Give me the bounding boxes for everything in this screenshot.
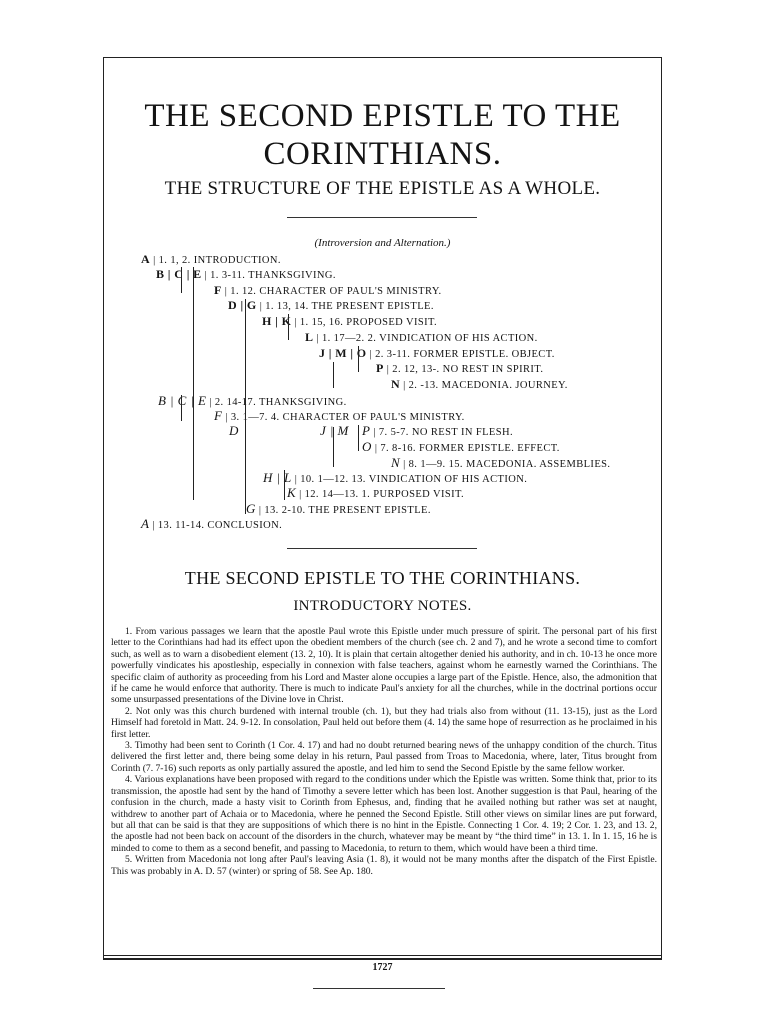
structure-label: D	[229, 423, 239, 438]
bracket-line	[358, 425, 359, 451]
structure-label: A	[141, 516, 150, 531]
structure-text: VINDICATION OF HIS ACTION.	[379, 333, 538, 344]
structure-text: VINDICATION OF HIS ACTION.	[368, 474, 528, 485]
structure-label: B | C | E	[158, 393, 207, 408]
structure-row	[320, 423, 349, 439]
structure-text: CHARACTER OF PAUL'S MINISTRY.	[282, 412, 465, 423]
structure-label: P	[376, 361, 384, 375]
structure-text: MACEDONIA. ASSEMBLIES.	[465, 459, 611, 470]
introductory-notes	[111, 626, 657, 877]
structure-row	[156, 267, 336, 282]
structure-ref: | 8. 1—9. 15.	[403, 459, 463, 470]
structure-ref: | 7. 5-7.	[373, 427, 409, 438]
note-paragraph: 2. Not only was this church burdened with internal trouble (ch. 1), but they had trials also from without (11. 13-15), just as the Lord Himself had foretold in Matt. 24. 9-12. In consolation, Paul held out before them (4. 14) the same hope of resurrection as he proclaimed in his first letter.	[111, 705, 657, 740]
note-paragraph: 5. Written from Macedonia not long after Paul's leaving Asia (1. 8), it would not be many months after the dispatch of the First Epistle. This was probably in A. D. 57 (winter) or spring of 58. See Ap. 180.	[111, 854, 657, 877]
structure-ref: | 2. 3-11.	[369, 349, 411, 360]
structure-row	[305, 330, 538, 345]
structure-label: A	[141, 252, 151, 266]
divider-rule	[287, 548, 477, 549]
structure-row	[141, 252, 281, 267]
structure-label: P	[362, 423, 371, 438]
structure-text: CHARACTER OF PAUL'S MINISTRY.	[259, 286, 442, 297]
bottom-rule	[103, 955, 662, 960]
structure-label: J | M	[320, 423, 349, 438]
page-subtitle: THE STRUCTURE OF THE EPISTLE AS A WHOLE.	[164, 178, 601, 199]
structure-label: N	[391, 377, 401, 391]
structure-label: G	[246, 501, 256, 516]
structure-row	[228, 298, 434, 313]
structure-ref: | 1. 15, 16.	[294, 317, 344, 328]
structure-label: D | G	[228, 298, 257, 312]
structure-text: FORMER EPISTLE. EFFECT.	[418, 443, 560, 454]
structure-row	[263, 470, 527, 486]
structure-row	[319, 346, 555, 361]
page-title-line-1: THE SECOND EPISTLE TO THE	[144, 98, 621, 134]
structure-text: PROPOSED VISIT.	[346, 317, 438, 328]
structure-label: B | C | E	[156, 267, 202, 281]
structure-ref: | 13. 11-14.	[152, 520, 205, 531]
structure-ref: | 12. 14—13. 1.	[299, 489, 371, 500]
bracket-line	[245, 299, 246, 514]
structure-ref: | 2. -13.	[403, 380, 439, 391]
bracket-line	[358, 346, 359, 372]
structure-text: INTRODUCTION.	[193, 255, 281, 266]
structure-row	[376, 361, 543, 376]
section-subtitle: INTRODUCTORY NOTES.	[293, 598, 472, 614]
structure-row	[229, 423, 239, 439]
structure-ref: | 3. 1—7. 4.	[225, 412, 280, 423]
structure-text: THANKSGIVING.	[248, 270, 336, 281]
structure-label: J | M | O	[319, 346, 367, 360]
bracket-line	[181, 267, 182, 293]
structure-row	[158, 393, 347, 409]
page-title-line-2: CORINTHIANS.	[263, 136, 502, 172]
structure-ref: | 1. 13, 14.	[259, 301, 309, 312]
structure-row	[246, 501, 431, 517]
footer-rule	[313, 988, 445, 989]
structure-row	[362, 423, 513, 439]
structure-text: THE PRESENT EPISTLE.	[308, 505, 431, 516]
page-number: 1727	[372, 962, 393, 973]
structure-row	[141, 516, 282, 532]
bracket-line	[193, 267, 194, 500]
divider-rule	[287, 217, 477, 218]
structure-text: FORMER EPISTLE. OBJECT.	[413, 349, 555, 360]
structure-text: THE PRESENT EPISTLE.	[311, 301, 434, 312]
structure-text: CONCLUSION.	[207, 520, 283, 531]
structure-text: PURPOSED VISIT.	[373, 489, 465, 500]
structure-ref: | 1. 12.	[224, 286, 257, 297]
structure-label: F	[214, 283, 222, 297]
note-paragraph: 1. From various passages we learn that the apostle Paul wrote this Epistle under much pressure of spirit. The personal part of his first letter to the Corinthians had had its effect upon the obedient members of the church (see ch. 2 and 7), and he wrote a second time to comfort such, as well as to warn a disobedient element (13. 2, 10). It is plain that certain altogether denied his authority, and in ch. 10-13 he once more powerfully vindicates his apostleship, especially in connexion with false teachers, against whom he earnestly warned the Corinthians. The specific claim of authority as proceeding from his Lord and Master alone occupies a large part of the Epistle. Hence, also, the admonition that if he came he would enforce that authority. There is much to indicate Paul's anxiety for all the churches, while in the doctrinal portions occur some unsurpassed presentations of the Divine love in Christ.	[111, 626, 657, 706]
structure-text: NO REST IN SPIRIT.	[442, 364, 544, 375]
bracket-line	[333, 362, 334, 388]
structure-ref: | 10. 1—12. 13.	[294, 474, 366, 485]
bracket-line	[333, 427, 334, 467]
structure-label: L	[305, 330, 314, 344]
bracket-line	[288, 314, 289, 340]
section-title: THE SECOND EPISTLE TO THE CORINTHIANS.	[184, 568, 581, 588]
structure-label: N	[391, 455, 401, 470]
structure-ref: | 13. 2-10.	[258, 505, 306, 516]
structure-label: H | L	[263, 470, 292, 485]
structure-ref: | 7. 8-16.	[374, 443, 416, 454]
bracket-line	[284, 470, 285, 500]
structure-ref: | 2. 12, 13-.	[386, 364, 440, 375]
structure-text: THANKSGIVING.	[258, 397, 347, 408]
structure-row	[391, 377, 568, 392]
structure-row	[214, 408, 465, 424]
structure-text: NO REST IN FLESH.	[411, 427, 513, 438]
structure-ref: | 1. 17—2. 2.	[316, 333, 377, 344]
structure-label: K	[287, 485, 297, 500]
note-paragraph: 4. Various explanations have been proposed with regard to the conditions under which the Epistle was written. Some think that, prior to its transmission, the apostle had sent by the hand of Timothy a severe letter which has been lost. Another suggestion is that Paul, hearing of the confusion in the church, made a hasty visit to Corinth from Ephesus, and, finding that he availed nothing but rather was set at naught, withdrew to another part of Achaia or to Macedonia, where he penned the Second Epistle. Still other views on similar lines are put forward, but all that can be said is that they are suppositions of which there is no hint in the Epistle. Connecting 1 Cor. 4. 19; 2 Cor. 1. 23, and 13. 2, the apostle had not been back on account of the disorders in the church, whatever may be meant by “the third time” in 13. 1. In 1. 15, 16 he is minded to come to them as a second benefit, and passing to Macedonia, to return to them, which would have been a third time.	[111, 774, 657, 854]
note-paragraph: 3. Timothy had been sent to Corinth (1 Cor. 4. 17) and had no doubt returned bearing news of the unhappy condition of the church. Titus delivered the first letter and, there being some delay in his return, Paul passed from Troas to Macedonia, where, later, Titus brought from Corinth (7. 7-16) such reports as only partially assured the apostle, and led him to send the Second Epistle by the same fellow worker.	[111, 740, 657, 774]
structure-row	[214, 283, 441, 298]
structure-label: O	[362, 439, 372, 454]
structure-text: MACEDONIA. JOURNEY.	[441, 380, 568, 391]
structure-row	[287, 485, 464, 501]
structure-ref: | 1. 1, 2.	[153, 255, 191, 266]
structure-ref: | 1. 3-11.	[204, 270, 246, 281]
structure-row	[362, 439, 560, 455]
structure-ref: | 2. 14-17.	[209, 397, 257, 408]
bracket-line	[181, 395, 182, 421]
structure-label: F	[214, 408, 223, 423]
structure-label: H | K	[262, 314, 292, 328]
structure-note: (Introversion and Alternation.)	[314, 237, 451, 249]
structure-row	[391, 455, 610, 471]
